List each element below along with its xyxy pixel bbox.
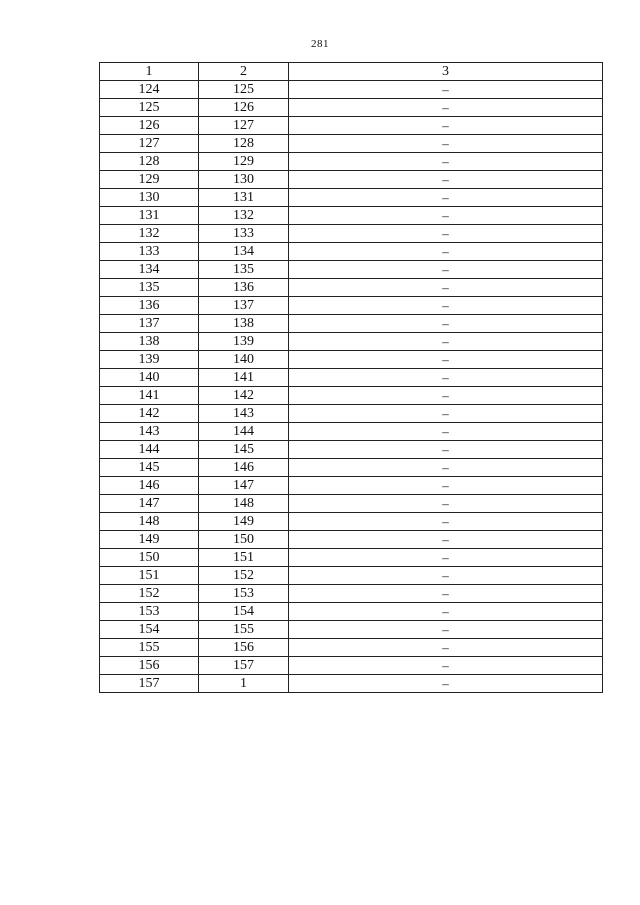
table-cell-col1: 148 [100, 513, 199, 531]
table-cell-col1: 142 [100, 405, 199, 423]
table-cell-col1: 152 [100, 585, 199, 603]
table-cell-col1: 133 [100, 243, 199, 261]
table-cell-col1: 151 [100, 567, 199, 585]
table-cell-col2: 150 [199, 531, 289, 549]
table-row [100, 351, 603, 369]
table-cell-col3: – [289, 261, 603, 279]
table-cell-col2: 154 [199, 603, 289, 621]
table-cell-col3: – [289, 243, 603, 261]
table-cell-col3: – [289, 333, 603, 351]
table-row [100, 459, 603, 477]
table-header-row [100, 63, 603, 81]
table-cell-col2: 141 [199, 369, 289, 387]
table-cell-col1: 137 [100, 315, 199, 333]
table-cell-col3: – [289, 351, 603, 369]
table-cell-col2: 135 [199, 261, 289, 279]
table-cell-col3: – [289, 459, 603, 477]
table-cell-col3: – [289, 99, 603, 117]
table-cell-col2: 156 [199, 639, 289, 657]
table-row [100, 333, 603, 351]
table-cell-col1: 146 [100, 477, 199, 495]
table-row [100, 153, 603, 171]
table-cell-col3: – [289, 549, 603, 567]
table-cell-col3: – [289, 477, 603, 495]
table-cell-col1: 130 [100, 189, 199, 207]
table-cell-col2: 155 [199, 621, 289, 639]
table-cell-col2: 132 [199, 207, 289, 225]
table-row [100, 99, 603, 117]
column-header-3: 3 [289, 63, 603, 81]
table-row [100, 279, 603, 297]
table-cell-col3: – [289, 675, 603, 693]
table-cell-col2: 148 [199, 495, 289, 513]
table-cell-col2: 134 [199, 243, 289, 261]
table-cell-col3: – [289, 657, 603, 675]
table-cell-col1: 155 [100, 639, 199, 657]
table-cell-col2: 125 [199, 81, 289, 99]
table-cell-col2: 1 [199, 675, 289, 693]
table-cell-col2: 130 [199, 171, 289, 189]
table-cell-col3: – [289, 369, 603, 387]
table-cell-col2: 152 [199, 567, 289, 585]
table-cell-col1: 154 [100, 621, 199, 639]
table-cell-col3: – [289, 135, 603, 153]
table-cell-col3: – [289, 423, 603, 441]
table-cell-col3: – [289, 387, 603, 405]
table-cell-col3: – [289, 495, 603, 513]
table-cell-col2: 157 [199, 657, 289, 675]
table-row [100, 189, 603, 207]
table-row [100, 621, 603, 639]
table-cell-col1: 132 [100, 225, 199, 243]
table-cell-col3: – [289, 153, 603, 171]
table-cell-col3: – [289, 279, 603, 297]
table-cell-col2: 138 [199, 315, 289, 333]
table-row [100, 171, 603, 189]
table-cell-col2: 144 [199, 423, 289, 441]
table-row [100, 531, 603, 549]
table-row [100, 513, 603, 531]
table-cell-col2: 139 [199, 333, 289, 351]
table-cell-col1: 128 [100, 153, 199, 171]
table-row [100, 81, 603, 99]
table-cell-col1: 126 [100, 117, 199, 135]
table-row [100, 261, 603, 279]
table-row [100, 567, 603, 585]
table-cell-col3: – [289, 189, 603, 207]
table-cell-col2: 153 [199, 585, 289, 603]
table-row [100, 297, 603, 315]
table-cell-col2: 129 [199, 153, 289, 171]
table-row [100, 603, 603, 621]
table-row [100, 369, 603, 387]
table-body [100, 81, 603, 693]
table-row [100, 135, 603, 153]
table-cell-col1: 125 [100, 99, 199, 117]
table-cell-col3: – [289, 603, 603, 621]
table-cell-col3: – [289, 297, 603, 315]
page-number: 281 [311, 38, 329, 50]
table-cell-col2: 128 [199, 135, 289, 153]
table-cell-col1: 131 [100, 207, 199, 225]
table-cell-col1: 138 [100, 333, 199, 351]
table-cell-col3: – [289, 567, 603, 585]
table-cell-col3: – [289, 639, 603, 657]
table-cell-col1: 147 [100, 495, 199, 513]
table-row [100, 225, 603, 243]
table-cell-col1: 153 [100, 603, 199, 621]
table-cell-col2: 140 [199, 351, 289, 369]
table-cell-col1: 149 [100, 531, 199, 549]
table-cell-col1: 135 [100, 279, 199, 297]
table-cell-col2: 143 [199, 405, 289, 423]
table-cell-col3: – [289, 81, 603, 99]
table-cell-col1: 136 [100, 297, 199, 315]
table-cell-col1: 156 [100, 657, 199, 675]
table-cell-col2: 151 [199, 549, 289, 567]
table-row [100, 585, 603, 603]
table-row [100, 207, 603, 225]
table-row [100, 315, 603, 333]
table-cell-col1: 150 [100, 549, 199, 567]
table-cell-col1: 141 [100, 387, 199, 405]
table-row [100, 495, 603, 513]
table-cell-col1: 145 [100, 459, 199, 477]
table-row [100, 405, 603, 423]
table-cell-col1: 143 [100, 423, 199, 441]
table-cell-col2: 145 [199, 441, 289, 459]
table-cell-col3: – [289, 117, 603, 135]
table-cell-col1: 134 [100, 261, 199, 279]
table-cell-col3: – [289, 315, 603, 333]
table-cell-col2: 147 [199, 477, 289, 495]
table-row [100, 477, 603, 495]
table-row [100, 639, 603, 657]
table-cell-col1: 124 [100, 81, 199, 99]
table-cell-col2: 149 [199, 513, 289, 531]
table-cell-col3: – [289, 621, 603, 639]
table-cell-col1: 129 [100, 171, 199, 189]
table-cell-col2: 137 [199, 297, 289, 315]
column-header-2: 2 [199, 63, 289, 81]
table-row [100, 117, 603, 135]
table-cell-col2: 136 [199, 279, 289, 297]
table-row [100, 387, 603, 405]
table-cell-col3: – [289, 513, 603, 531]
table-row [100, 423, 603, 441]
table-row [100, 675, 603, 693]
table-cell-col3: – [289, 225, 603, 243]
table-cell-col3: – [289, 531, 603, 549]
table-cell-col3: – [289, 585, 603, 603]
table-cell-col2: 142 [199, 387, 289, 405]
table-cell-col2: 131 [199, 189, 289, 207]
table-cell-col3: – [289, 171, 603, 189]
table-cell-col1: 127 [100, 135, 199, 153]
table-cell-col3: – [289, 441, 603, 459]
table-cell-col3: – [289, 207, 603, 225]
table-cell-col2: 146 [199, 459, 289, 477]
table-cell-col1: 139 [100, 351, 199, 369]
table-cell-col1: 144 [100, 441, 199, 459]
column-header-1: 1 [100, 63, 199, 81]
data-table [99, 62, 603, 693]
table-row [100, 657, 603, 675]
table-cell-col2: 126 [199, 99, 289, 117]
table-cell-col1: 157 [100, 675, 199, 693]
table-row [100, 243, 603, 261]
table-cell-col3: – [289, 405, 603, 423]
table-cell-col2: 133 [199, 225, 289, 243]
table-row [100, 441, 603, 459]
table-row [100, 549, 603, 567]
table-cell-col2: 127 [199, 117, 289, 135]
table-cell-col1: 140 [100, 369, 199, 387]
